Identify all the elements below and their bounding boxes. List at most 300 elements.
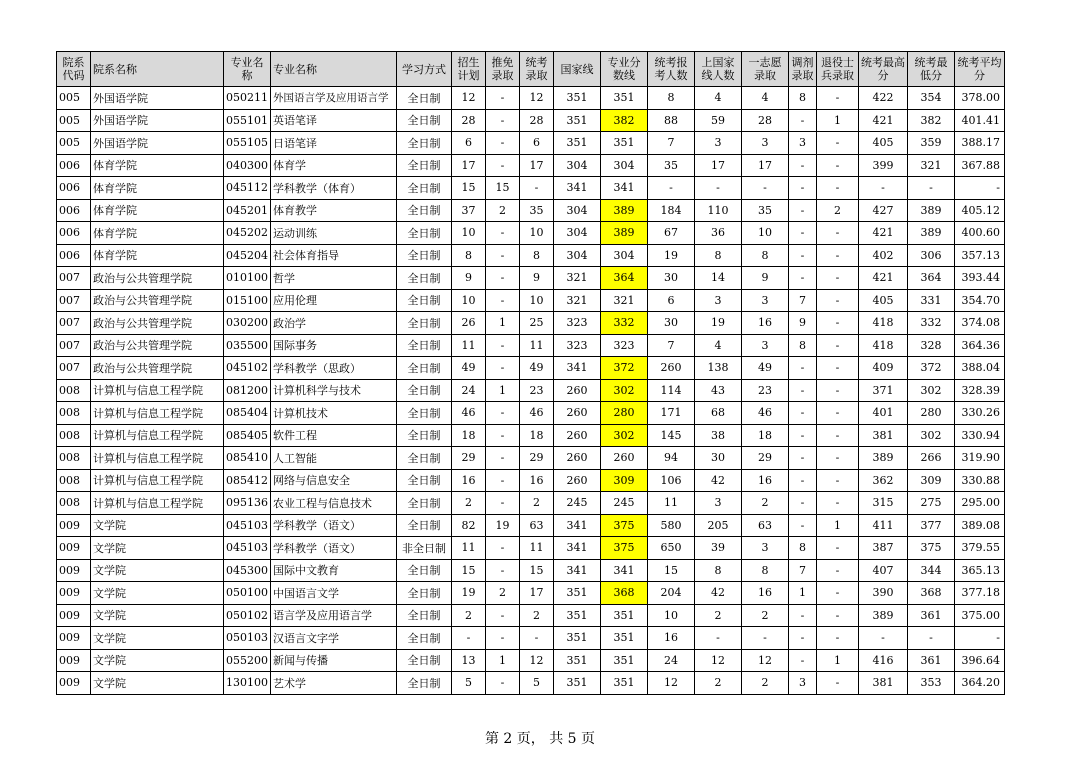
cell-max-score: - <box>859 177 908 200</box>
cell-plan: 49 <box>452 357 486 380</box>
cell-major-code: 095136 <box>224 492 271 515</box>
cell-plan: 29 <box>452 447 486 470</box>
cell-exempt: 2 <box>486 582 520 605</box>
cell-min-score: 328 <box>908 334 955 357</box>
cell-applicants: 260 <box>648 357 695 380</box>
cell-applicants: 19 <box>648 244 695 267</box>
cell-avg-score: 367.88 <box>955 154 1005 177</box>
cell-national-line: 351 <box>554 109 601 132</box>
cell-above-line: 14 <box>695 267 742 290</box>
cell-veteran: - <box>817 379 859 402</box>
cell-study-mode: 全日制 <box>397 154 452 177</box>
cell-plan: 24 <box>452 379 486 402</box>
cell-major-line: 368 <box>601 582 648 605</box>
cell-major-name: 英语笔译 <box>271 109 397 132</box>
cell-dept-name: 计算机与信息工程学院 <box>91 379 224 402</box>
cell-plan: 6 <box>452 132 486 155</box>
cell-major-code: 085410 <box>224 447 271 470</box>
cell-dept-code: 008 <box>57 402 91 425</box>
cell-exam-admit: 18 <box>520 424 554 447</box>
cell-first-choice: 10 <box>742 222 789 245</box>
cell-avg-score: - <box>955 177 1005 200</box>
cell-min-score: 361 <box>908 649 955 672</box>
cell-first-choice: - <box>742 627 789 650</box>
cell-applicants: - <box>648 177 695 200</box>
cell-max-score: 405 <box>859 132 908 155</box>
cell-first-choice: 12 <box>742 649 789 672</box>
table-row <box>57 244 1005 267</box>
cell-dept-name: 体育学院 <box>91 199 224 222</box>
cell-national-line: 304 <box>554 154 601 177</box>
cell-applicants: 67 <box>648 222 695 245</box>
cell-national-line: 321 <box>554 267 601 290</box>
cell-applicants: 10 <box>648 604 695 627</box>
cell-veteran: 1 <box>817 514 859 537</box>
cell-above-line: 8 <box>695 244 742 267</box>
cell-plan: 11 <box>452 537 486 560</box>
cell-transfer: - <box>789 492 817 515</box>
cell-first-choice: 2 <box>742 672 789 695</box>
cell-max-score: 402 <box>859 244 908 267</box>
cell-above-line: 12 <box>695 649 742 672</box>
cell-study-mode: 全日制 <box>397 289 452 312</box>
cell-max-score: 427 <box>859 199 908 222</box>
cell-min-score: 344 <box>908 559 955 582</box>
cell-major-code: 045112 <box>224 177 271 200</box>
cell-min-score: 377 <box>908 514 955 537</box>
cell-veteran: - <box>817 132 859 155</box>
cell-avg-score: 396.64 <box>955 649 1005 672</box>
cell-avg-score: 389.08 <box>955 514 1005 537</box>
cell-dept-code: 009 <box>57 559 91 582</box>
cell-national-line: 260 <box>554 379 601 402</box>
cell-transfer: 3 <box>789 132 817 155</box>
cell-major-code: 055105 <box>224 132 271 155</box>
cell-above-line: 42 <box>695 469 742 492</box>
cell-first-choice: 23 <box>742 379 789 402</box>
cell-major-line: 341 <box>601 559 648 582</box>
cell-plan: 18 <box>452 424 486 447</box>
header-major-code: 专业名称 <box>224 52 271 87</box>
cell-min-score: 321 <box>908 154 955 177</box>
cell-major-name: 社会体育指导 <box>271 244 397 267</box>
cell-above-line: 110 <box>695 199 742 222</box>
cell-plan: 37 <box>452 199 486 222</box>
cell-exempt: - <box>486 267 520 290</box>
cell-plan: 19 <box>452 582 486 605</box>
cell-major-name: 运动训练 <box>271 222 397 245</box>
cell-above-line: 59 <box>695 109 742 132</box>
cell-exam-admit: - <box>520 177 554 200</box>
cell-plan: - <box>452 627 486 650</box>
cell-applicants: 106 <box>648 469 695 492</box>
cell-max-score: 409 <box>859 357 908 380</box>
header-above-line: 上国家线人数 <box>695 52 742 87</box>
cell-dept-code: 006 <box>57 222 91 245</box>
cell-exam-admit: 2 <box>520 492 554 515</box>
cell-first-choice: 3 <box>742 289 789 312</box>
cell-max-score: 401 <box>859 402 908 425</box>
cell-first-choice: 2 <box>742 492 789 515</box>
table-row <box>57 627 1005 650</box>
cell-max-score: - <box>859 627 908 650</box>
cell-above-line: 43 <box>695 379 742 402</box>
header-exempt: 推免录取 <box>486 52 520 87</box>
table-row <box>57 379 1005 402</box>
cell-major-code: 050100 <box>224 582 271 605</box>
cell-plan: 26 <box>452 312 486 335</box>
cell-dept-name: 政治与公共管理学院 <box>91 267 224 290</box>
cell-transfer: - <box>789 357 817 380</box>
cell-dept-name: 体育学院 <box>91 154 224 177</box>
cell-major-name: 应用伦理 <box>271 289 397 312</box>
cell-veteran: - <box>817 672 859 695</box>
cell-plan: 13 <box>452 649 486 672</box>
cell-transfer: 7 <box>789 289 817 312</box>
cell-major-name: 体育教学 <box>271 199 397 222</box>
header-transfer: 调剂录取 <box>789 52 817 87</box>
cell-transfer: - <box>789 402 817 425</box>
cell-transfer: - <box>789 199 817 222</box>
cell-major-name: 学科教学（语文） <box>271 537 397 560</box>
cell-plan: 46 <box>452 402 486 425</box>
cell-transfer: - <box>789 627 817 650</box>
cell-exempt: 19 <box>486 514 520 537</box>
cell-dept-code: 006 <box>57 154 91 177</box>
cell-exam-admit: 10 <box>520 289 554 312</box>
cell-dept-name: 文学院 <box>91 514 224 537</box>
cell-exempt: 1 <box>486 379 520 402</box>
cell-avg-score: 400.60 <box>955 222 1005 245</box>
cell-above-line: 36 <box>695 222 742 245</box>
page-footer: 第 2 页， 共 5 页 <box>484 731 596 747</box>
cell-min-score: 275 <box>908 492 955 515</box>
cell-exempt: - <box>486 424 520 447</box>
cell-max-score: 407 <box>859 559 908 582</box>
cell-applicants: 650 <box>648 537 695 560</box>
cell-transfer: - <box>789 424 817 447</box>
cell-plan: 12 <box>452 87 486 110</box>
cell-max-score: 418 <box>859 334 908 357</box>
cell-exempt: - <box>486 334 520 357</box>
cell-study-mode: 全日制 <box>397 177 452 200</box>
cell-exam-admit: 12 <box>520 649 554 672</box>
cell-major-name: 学科教学（体育） <box>271 177 397 200</box>
cell-first-choice: 63 <box>742 514 789 537</box>
table-row <box>57 154 1005 177</box>
header-exam-admit: 统考录取 <box>520 52 554 87</box>
cell-above-line: 3 <box>695 492 742 515</box>
cell-first-choice: 35 <box>742 199 789 222</box>
cell-first-choice: 9 <box>742 267 789 290</box>
cell-national-line: 304 <box>554 244 601 267</box>
cell-exempt: - <box>486 537 520 560</box>
cell-study-mode: 全日制 <box>397 199 452 222</box>
cell-exempt: - <box>486 289 520 312</box>
cell-study-mode: 全日制 <box>397 87 452 110</box>
cell-transfer: - <box>789 649 817 672</box>
table-row <box>57 402 1005 425</box>
cell-dept-code: 008 <box>57 379 91 402</box>
cell-transfer: 8 <box>789 334 817 357</box>
cell-max-score: 418 <box>859 312 908 335</box>
table-row <box>57 109 1005 132</box>
cell-first-choice: 16 <box>742 582 789 605</box>
cell-avg-score: 330.94 <box>955 424 1005 447</box>
header-dept-code: 院系代码 <box>57 52 91 87</box>
cell-exam-admit: 35 <box>520 199 554 222</box>
cell-max-score: 411 <box>859 514 908 537</box>
cell-above-line: 17 <box>695 154 742 177</box>
cell-max-score: 405 <box>859 289 908 312</box>
cell-major-name: 国际事务 <box>271 334 397 357</box>
cell-major-name: 政治学 <box>271 312 397 335</box>
cell-national-line: 351 <box>554 87 601 110</box>
cell-major-line: 341 <box>601 177 648 200</box>
cell-exam-admit: 29 <box>520 447 554 470</box>
cell-above-line: 3 <box>695 132 742 155</box>
cell-min-score: 280 <box>908 402 955 425</box>
cell-min-score: 375 <box>908 537 955 560</box>
cell-avg-score: 328.39 <box>955 379 1005 402</box>
cell-first-choice: 4 <box>742 87 789 110</box>
cell-veteran: - <box>817 267 859 290</box>
cell-study-mode: 全日制 <box>397 582 452 605</box>
table-row <box>57 649 1005 672</box>
cell-major-name: 农业工程与信息技术 <box>271 492 397 515</box>
cell-transfer: - <box>789 379 817 402</box>
cell-dept-name: 计算机与信息工程学院 <box>91 447 224 470</box>
cell-dept-name: 文学院 <box>91 582 224 605</box>
cell-veteran: - <box>817 357 859 380</box>
cell-major-name: 体育学 <box>271 154 397 177</box>
cell-avg-score: 379.55 <box>955 537 1005 560</box>
cell-plan: 15 <box>452 559 486 582</box>
cell-major-line: 309 <box>601 469 648 492</box>
cell-applicants: 580 <box>648 514 695 537</box>
table-body <box>57 87 1005 695</box>
cell-min-score: 382 <box>908 109 955 132</box>
header-major-line: 专业分数线 <box>601 52 648 87</box>
cell-max-score: 421 <box>859 109 908 132</box>
cell-major-name: 语言学及应用语言学 <box>271 604 397 627</box>
table-row <box>57 222 1005 245</box>
cell-national-line: 260 <box>554 469 601 492</box>
cell-max-score: 387 <box>859 537 908 560</box>
cell-avg-score: 393.44 <box>955 267 1005 290</box>
cell-dept-code: 008 <box>57 469 91 492</box>
cell-applicants: 6 <box>648 289 695 312</box>
cell-plan: 9 <box>452 267 486 290</box>
cell-applicants: 24 <box>648 649 695 672</box>
header-plan: 招生计划 <box>452 52 486 87</box>
cell-dept-name: 文学院 <box>91 649 224 672</box>
cell-applicants: 88 <box>648 109 695 132</box>
cell-major-code: 045204 <box>224 244 271 267</box>
cell-major-name: 网络与信息安全 <box>271 469 397 492</box>
cell-dept-name: 计算机与信息工程学院 <box>91 424 224 447</box>
cell-above-line: 138 <box>695 357 742 380</box>
cell-veteran: - <box>817 559 859 582</box>
cell-veteran: - <box>817 289 859 312</box>
cell-major-name: 国际中文教育 <box>271 559 397 582</box>
cell-major-code: 045102 <box>224 357 271 380</box>
table-row <box>57 559 1005 582</box>
cell-max-score: 315 <box>859 492 908 515</box>
cell-exempt: - <box>486 109 520 132</box>
cell-exempt: - <box>486 447 520 470</box>
cell-min-score: 361 <box>908 604 955 627</box>
cell-study-mode: 全日制 <box>397 627 452 650</box>
cell-national-line: 260 <box>554 424 601 447</box>
cell-applicants: 7 <box>648 132 695 155</box>
cell-veteran: 1 <box>817 109 859 132</box>
cell-first-choice: 2 <box>742 604 789 627</box>
cell-dept-code: 005 <box>57 109 91 132</box>
cell-study-mode: 全日制 <box>397 222 452 245</box>
cell-major-name: 中国语言文学 <box>271 582 397 605</box>
cell-national-line: 351 <box>554 132 601 155</box>
cell-exam-admit: 12 <box>520 87 554 110</box>
cell-dept-name: 文学院 <box>91 604 224 627</box>
cell-exempt: - <box>486 154 520 177</box>
cell-exempt: - <box>486 87 520 110</box>
cell-veteran: 2 <box>817 199 859 222</box>
cell-exam-admit: 16 <box>520 469 554 492</box>
cell-veteran: 1 <box>817 649 859 672</box>
cell-avg-score: 357.13 <box>955 244 1005 267</box>
cell-avg-score: 375.00 <box>955 604 1005 627</box>
cell-above-line: - <box>695 627 742 650</box>
cell-national-line: 321 <box>554 289 601 312</box>
cell-min-score: 306 <box>908 244 955 267</box>
cell-transfer: 8 <box>789 537 817 560</box>
table-row <box>57 132 1005 155</box>
cell-major-code: 085412 <box>224 469 271 492</box>
cell-major-name: 汉语言文字学 <box>271 627 397 650</box>
cell-study-mode: 全日制 <box>397 334 452 357</box>
cell-major-code: 055200 <box>224 649 271 672</box>
cell-max-score: 421 <box>859 222 908 245</box>
header-min-score: 统考最低分 <box>908 52 955 87</box>
cell-first-choice: 46 <box>742 402 789 425</box>
cell-above-line: 3 <box>695 289 742 312</box>
table-row <box>57 537 1005 560</box>
table-row <box>57 289 1005 312</box>
header-study-mode: 学习方式 <box>397 52 452 87</box>
cell-major-line: 323 <box>601 334 648 357</box>
header-first-choice: 一志愿录取 <box>742 52 789 87</box>
cell-first-choice: 29 <box>742 447 789 470</box>
cell-max-score: 389 <box>859 604 908 627</box>
cell-transfer: 7 <box>789 559 817 582</box>
cell-exam-admit: 6 <box>520 132 554 155</box>
cell-above-line: 68 <box>695 402 742 425</box>
cell-dept-code: 009 <box>57 649 91 672</box>
cell-veteran: - <box>817 627 859 650</box>
cell-study-mode: 全日制 <box>397 402 452 425</box>
cell-avg-score: 365.13 <box>955 559 1005 582</box>
cell-study-mode: 全日制 <box>397 244 452 267</box>
cell-dept-code: 009 <box>57 514 91 537</box>
cell-min-score: 368 <box>908 582 955 605</box>
cell-study-mode: 全日制 <box>397 357 452 380</box>
table-row <box>57 199 1005 222</box>
cell-veteran: - <box>817 424 859 447</box>
cell-above-line: - <box>695 177 742 200</box>
cell-major-name: 人工智能 <box>271 447 397 470</box>
cell-plan: 2 <box>452 604 486 627</box>
cell-dept-name: 计算机与信息工程学院 <box>91 402 224 425</box>
cell-first-choice: 8 <box>742 559 789 582</box>
cell-min-score: 302 <box>908 424 955 447</box>
cell-min-score: 364 <box>908 267 955 290</box>
cell-national-line: 341 <box>554 559 601 582</box>
cell-major-code: 050103 <box>224 627 271 650</box>
cell-major-code: 055101 <box>224 109 271 132</box>
cell-exempt: - <box>486 604 520 627</box>
cell-study-mode: 全日制 <box>397 559 452 582</box>
cell-max-score: 390 <box>859 582 908 605</box>
cell-above-line: 205 <box>695 514 742 537</box>
cell-major-code: 085405 <box>224 424 271 447</box>
cell-major-line: 351 <box>601 672 648 695</box>
cell-dept-code: 009 <box>57 582 91 605</box>
cell-dept-code: 005 <box>57 132 91 155</box>
cell-transfer: 3 <box>789 672 817 695</box>
cell-study-mode: 全日制 <box>397 109 452 132</box>
cell-plan: 28 <box>452 109 486 132</box>
cell-first-choice: 17 <box>742 154 789 177</box>
table-row <box>57 334 1005 357</box>
cell-applicants: 16 <box>648 627 695 650</box>
cell-avg-score: 378.00 <box>955 87 1005 110</box>
cell-major-code: 050102 <box>224 604 271 627</box>
cell-applicants: 171 <box>648 402 695 425</box>
cell-major-code: 045202 <box>224 222 271 245</box>
cell-above-line: 8 <box>695 559 742 582</box>
cell-min-score: 332 <box>908 312 955 335</box>
cell-exam-admit: 11 <box>520 537 554 560</box>
cell-major-code: 030200 <box>224 312 271 335</box>
cell-major-line: 351 <box>601 604 648 627</box>
cell-max-score: 371 <box>859 379 908 402</box>
cell-exempt: - <box>486 559 520 582</box>
cell-exempt: - <box>486 492 520 515</box>
cell-above-line: 4 <box>695 87 742 110</box>
cell-national-line: 351 <box>554 627 601 650</box>
cell-major-line: 389 <box>601 199 648 222</box>
cell-major-name: 日语笔译 <box>271 132 397 155</box>
cell-first-choice: - <box>742 177 789 200</box>
table-row <box>57 469 1005 492</box>
cell-transfer: - <box>789 154 817 177</box>
cell-study-mode: 全日制 <box>397 672 452 695</box>
cell-national-line: 323 <box>554 312 601 335</box>
cell-exam-admit: 5 <box>520 672 554 695</box>
cell-exempt: - <box>486 469 520 492</box>
cell-dept-name: 文学院 <box>91 559 224 582</box>
cell-major-line: 372 <box>601 357 648 380</box>
cell-major-code: 010100 <box>224 267 271 290</box>
cell-major-name: 软件工程 <box>271 424 397 447</box>
cell-avg-score: 364.20 <box>955 672 1005 695</box>
cell-plan: 2 <box>452 492 486 515</box>
table-row <box>57 312 1005 335</box>
cell-transfer: - <box>789 514 817 537</box>
cell-applicants: 145 <box>648 424 695 447</box>
cell-major-code: 045201 <box>224 199 271 222</box>
